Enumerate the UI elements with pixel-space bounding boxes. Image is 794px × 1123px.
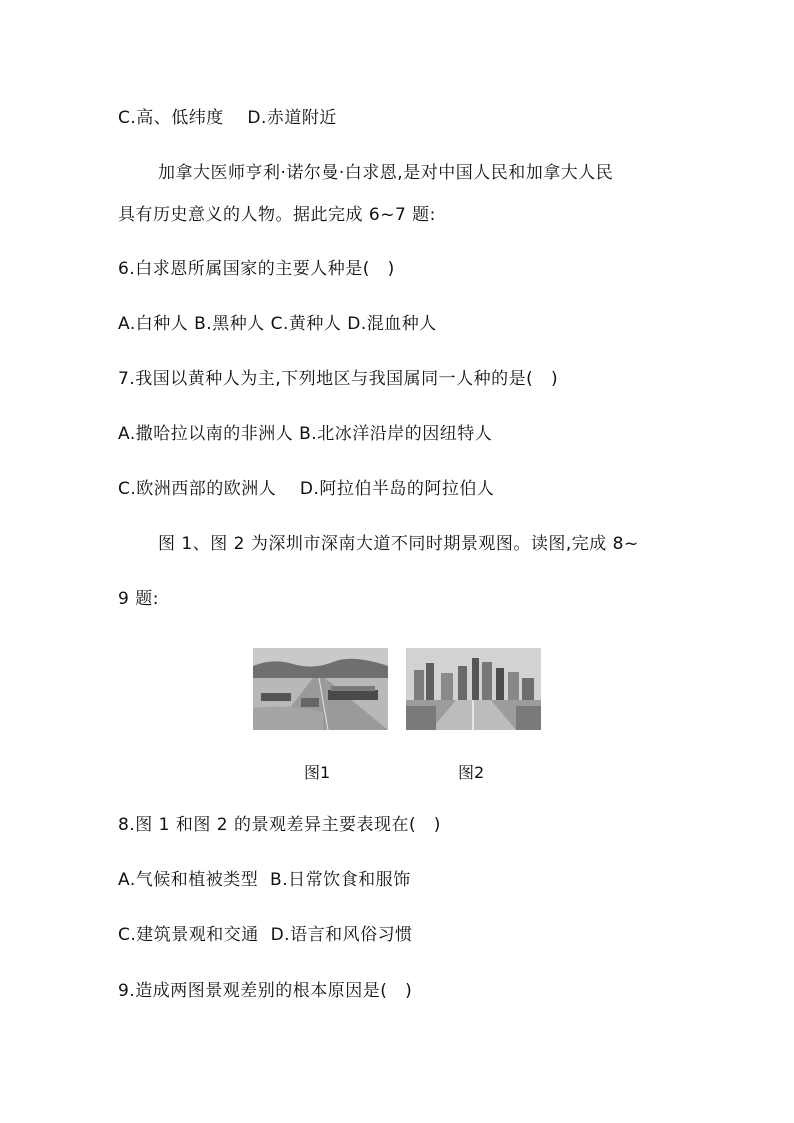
figure-1-photo <box>253 648 388 730</box>
options-6: A.白种人 B.黑种人 C.黄种人 D.混血种人 <box>118 314 437 334</box>
options-8-line-2: C.建筑景观和交通 D.语言和风俗习惯 <box>118 925 413 945</box>
passage-line: 加拿大医师亨利·诺尔曼·白求恩,是对中国人民和加拿大人民 <box>158 163 614 183</box>
figure-2-caption: 图2 <box>458 763 485 782</box>
figure-1-caption: 图1 <box>304 763 331 782</box>
option-line: C.高、低纬度 D.赤道附近 <box>118 108 337 128</box>
question-6: 6.白求恩所属国家的主要人种是( ) <box>118 259 395 279</box>
question-9: 9.造成两图景观差别的根本原因是( ) <box>118 981 413 1001</box>
question-7: 7.我国以黄种人为主,下列地区与我国属同一人种的是( ) <box>118 369 559 389</box>
question-8: 8.图 1 和图 2 的景观差异主要表现在( ) <box>118 815 441 835</box>
passage-line: 具有历史意义的人物。据此完成 6~7 题: <box>118 205 436 225</box>
options-7-line-2: C.欧洲西部的欧洲人 D.阿拉伯半岛的阿拉伯人 <box>118 479 495 499</box>
options-7-line-1: A.撒哈拉以南的非洲人 B.北冰洋沿岸的因纽特人 <box>118 424 493 444</box>
options-8-line-1: A.气候和植被类型 B.日常饮食和服饰 <box>118 870 411 890</box>
passage-line: 图 1、图 2 为深圳市深南大道不同时期景观图。读图,完成 8~ <box>158 534 639 554</box>
passage-line: 9 题: <box>118 589 159 609</box>
figure-2-photo <box>406 648 541 730</box>
